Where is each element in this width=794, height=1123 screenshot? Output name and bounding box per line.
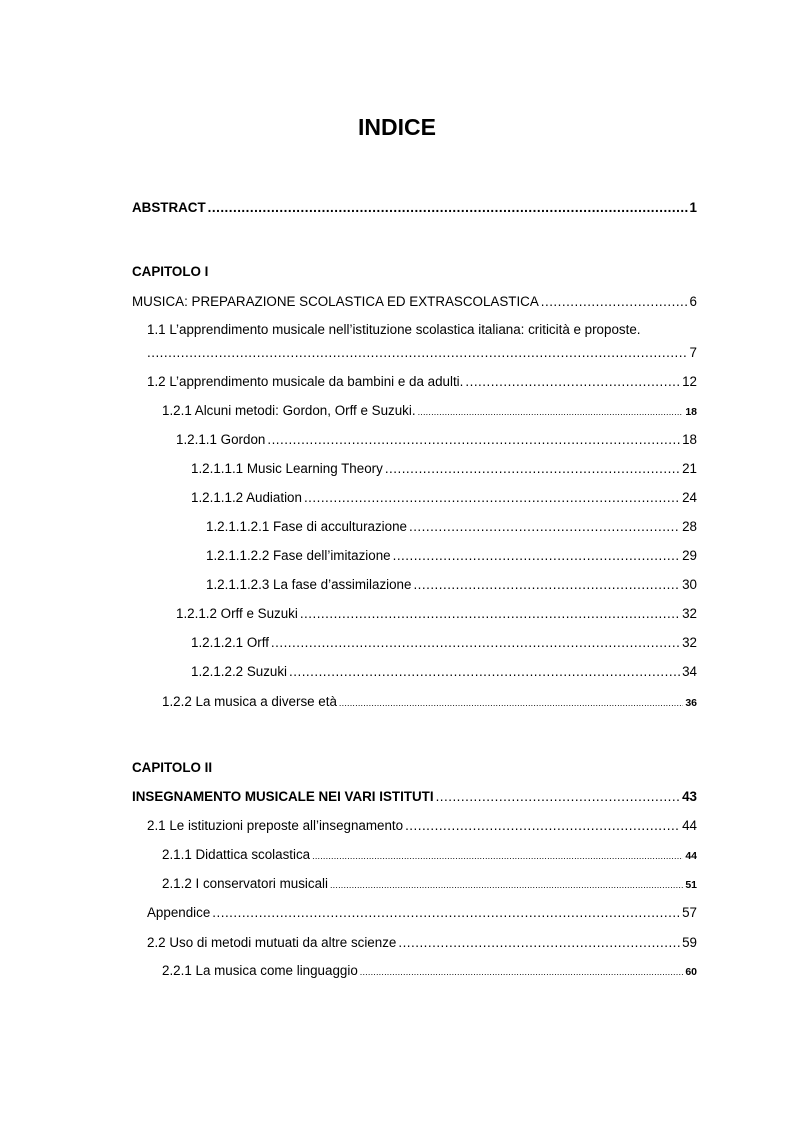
toc-entry-appendice[interactable] [147, 904, 697, 922]
toc-entry-title: Appendice [147, 905, 211, 920]
toc-dot-leader [330, 876, 683, 894]
toc-dot-leader [300, 605, 680, 623]
toc-entry-title: 1.2.1.1.2.3 La fase d’assimilazione [206, 577, 412, 592]
chapter-heading: CAPITOLO I [132, 264, 209, 279]
toc-entry-title: 1.2.1.1.2 Audiation [191, 490, 302, 505]
page-title: INDICE [358, 114, 436, 140]
toc-dot-leader [289, 663, 680, 681]
toc-entry-1-2-1-2-2[interactable] [191, 663, 697, 681]
toc-entry-chapter-2[interactable] [132, 788, 697, 806]
toc-entry-1-2[interactable] [147, 373, 697, 391]
toc-entry-title: 1.2.1.1.1 Music Learning Theory [191, 461, 383, 476]
toc-entry-1-2-1-1-2-1[interactable] [206, 518, 697, 536]
toc-entry-title: 2.1 Le istituzioni preposte all’insegnamento [147, 818, 404, 833]
toc-entry-title: 1.2 L’apprendimento musicale da bambini e da adulti. [147, 374, 464, 389]
toc-entry-title: 1.2.1.1.2.1 Fase di acculturazione [206, 519, 407, 534]
toc-page-number: 44 [685, 850, 697, 862]
toc-dot-leader [418, 403, 684, 421]
toc-dot-leader [312, 847, 683, 865]
toc-page-number: 36 [685, 697, 697, 709]
toc-page-number: 18 [685, 406, 697, 418]
toc-page-number: 7 [689, 345, 697, 360]
toc-page-number: 34 [682, 664, 697, 679]
toc-dot-leader [541, 293, 688, 311]
toc-entry-2-2-1[interactable] [162, 962, 697, 980]
toc-entry-title: 2.1.2 I conservatori musicali [162, 876, 328, 891]
toc-page-number: 59 [682, 935, 697, 950]
toc-page-number: 18 [682, 432, 697, 447]
toc-entry-title: INSEGNAMENTO MUSICALE NEI VARI ISTITUTI [132, 789, 434, 804]
toc-entry-title: 2.2 Uso di metodi mutuati da altre scienze [147, 935, 397, 950]
toc-entry-chapter-1[interactable] [132, 293, 697, 311]
toc-page-number: 32 [682, 606, 697, 621]
toc-entry-title: 1.2.1 Alcuni metodi: Gordon, Orff e Suzuki. [162, 403, 416, 418]
toc-dot-leader [267, 431, 680, 449]
toc-dot-leader [436, 788, 681, 806]
toc-page-number: 32 [682, 635, 697, 650]
toc-dot-leader [360, 963, 684, 981]
toc-entry-1-2-1-1-2-3[interactable] [206, 576, 697, 594]
toc-page-number: 43 [682, 789, 697, 804]
toc-entry-title: 1.2.1.1.2.2 Fase dell’imitazione [206, 548, 391, 563]
toc-page-number: 29 [682, 548, 697, 563]
toc-dot-leader [409, 518, 680, 536]
toc-page-number: 51 [685, 879, 697, 891]
toc-entry-title: 1.2.1.2 Orff e Suzuki [176, 606, 298, 621]
toc-entry-2-1-1[interactable] [162, 846, 697, 864]
toc-entry-1-2-1-2-1[interactable] [191, 634, 697, 652]
toc-page-number: 28 [682, 519, 697, 534]
toc-entry-2-2[interactable] [147, 934, 697, 952]
toc-dot-leader [147, 344, 688, 362]
toc-entry-1-2-1-1-2-2[interactable] [206, 547, 697, 565]
toc-page-number: 60 [685, 966, 697, 978]
toc-entry-title: MUSICA: PREPARAZIONE SCOLASTICA ED EXTRASCOLASTICA [132, 294, 539, 309]
toc-dot-leader [393, 547, 680, 565]
toc-dot-leader [385, 460, 680, 478]
toc-dot-leader [405, 817, 680, 835]
toc-dot-leader [339, 694, 683, 712]
toc-page-number: 57 [682, 905, 697, 920]
toc-dot-leader [271, 634, 680, 652]
toc-page-number: 12 [682, 374, 697, 389]
toc-dot-leader [212, 904, 680, 922]
toc-entry-1-2-1-1-2[interactable] [191, 489, 697, 507]
toc-page-number: 30 [682, 577, 697, 592]
toc-entry-1-2-1[interactable] [162, 402, 697, 420]
toc-entry-title: ABSTRACT [132, 200, 206, 215]
toc-entry-1-1[interactable] [147, 344, 697, 362]
toc-entry-2-1[interactable] [147, 817, 697, 835]
toc-entry-1-2-1-1[interactable] [176, 431, 697, 449]
toc-entry-1-2-1-2[interactable] [176, 605, 697, 623]
toc-dot-leader [413, 576, 680, 594]
toc-entry-title: 2.1.1 Didattica scolastica [162, 847, 311, 862]
toc-dot-leader [465, 373, 680, 391]
toc-entry-abstract[interactable] [132, 199, 697, 217]
toc-entry-title: 1.2.1.2.1 Orff [191, 635, 269, 650]
chapter-heading: CAPITOLO II [132, 760, 213, 775]
toc-entry-1-1-title[interactable]: 1.1 L’apprendimento musicale nell’istituzione scolastica italiana: criticità e proposte. [147, 322, 641, 337]
toc-dot-leader [208, 199, 688, 217]
toc-dot-leader [398, 934, 680, 952]
toc-entry-title: 1.2.1.2.2 Suzuki [191, 664, 288, 679]
toc-entry-title: 2.2.1 La musica come linguaggio [162, 963, 358, 978]
toc-entry-1-2-2[interactable] [162, 693, 697, 711]
toc-entry-1-2-1-1-1[interactable] [191, 460, 697, 478]
toc-entry-title: 1.2.2 La musica a diverse età [162, 694, 337, 709]
toc-page-number: 6 [689, 294, 697, 309]
toc-entry-title: 1.2.1.1 Gordon [176, 432, 266, 447]
toc-page-number: 24 [682, 490, 697, 505]
toc-page-number: 44 [682, 818, 697, 833]
toc-entry-2-1-2[interactable] [162, 875, 697, 893]
toc-page-number: 1 [689, 200, 697, 215]
toc-dot-leader [304, 489, 680, 507]
toc-page-number: 21 [682, 461, 697, 476]
